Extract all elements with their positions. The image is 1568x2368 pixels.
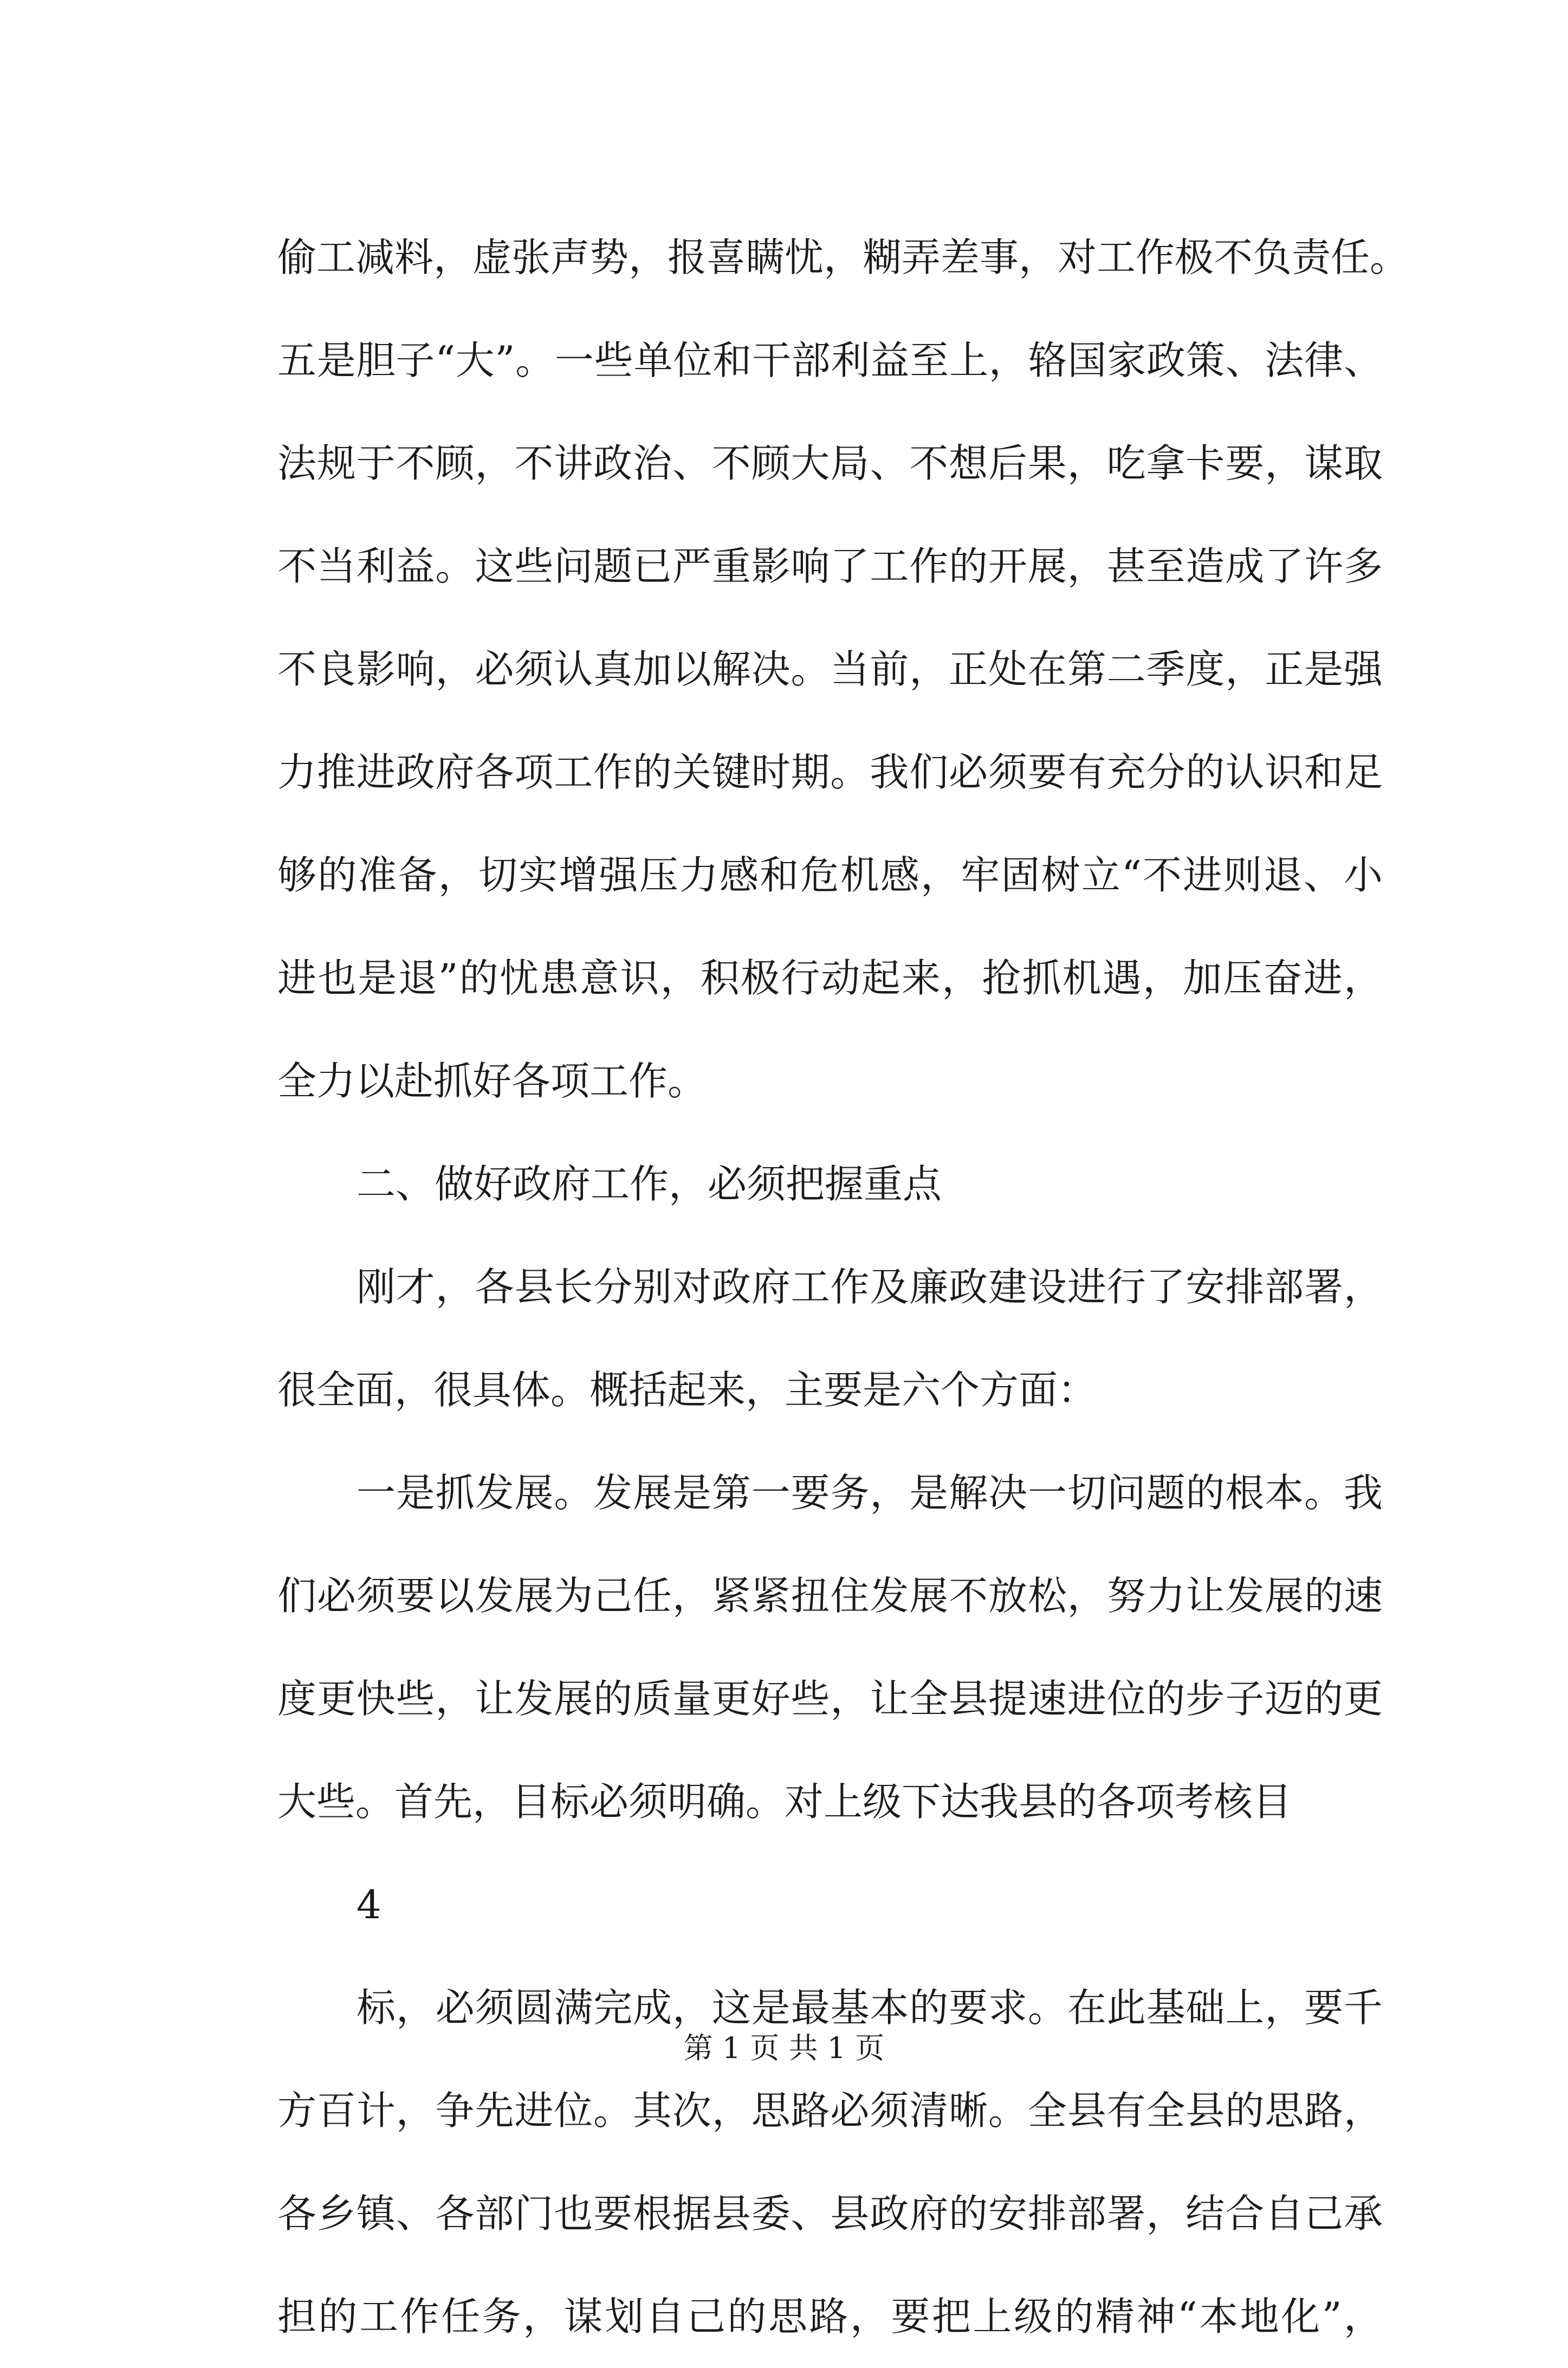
section-heading: 二、做好政府工作，必须把握重点 — [357, 1161, 942, 1207]
text-line: 各乡镇、各部门也要根据县委、县政府的安排部署，结合自己承 — [277, 2191, 1383, 2236]
text-line: 担的工作任务，谋划自己的思路，要把上级的精神“本地化”， — [277, 2294, 1383, 2339]
text-line: 度更快些，让发展的质量更好些，让全县提速进位的步子迈的更 — [277, 1676, 1383, 1722]
text-line: 进也是退”的忧患意识，积极行动起来，抢抓机遇，加压奋进， — [277, 955, 1383, 1001]
inline-page-number: 4 — [357, 1882, 381, 1927]
text-line: 不当利益。这些问题已严重影响了工作的开展，甚至造成了许多 — [277, 544, 1383, 589]
text-line: 一是抓发展。发展是第一要务，是解决一切问题的根本。我 — [357, 1470, 1383, 1516]
text-line: 不良影响，必须认真加以解决。当前，正处在第二季度，正是强 — [277, 646, 1383, 692]
text-line: 五是胆子“大”。一些单位和干部利益至上，辂国家政策、法律、 — [277, 338, 1383, 383]
text-line: 偷工减料，虚张声势，报喜瞒忧，糊弄差事，对工作极不负责任。 — [277, 235, 1409, 280]
text-line: 们必须要以发展为己任，紧紧扭住发展不放松，努力让发展的速 — [277, 1573, 1383, 1619]
text-line: 刚才，各县长分别对政府工作及廉政建设进行了安排部署， — [357, 1264, 1383, 1310]
text-line: 够的准备，切实增强压力感和危机感，牢固树立“不进则退、小 — [277, 852, 1383, 898]
text-line: 很全面，很具体。概括起来，主要是六个方面： — [277, 1367, 1097, 1413]
text-line: 标，必须圆满完成，这是最基本的要求。在此基础上，要千 — [357, 1985, 1383, 2030]
page-footer: 第 1 页 共 1 页 — [683, 2031, 885, 2065]
text-line: 全力以赴抓好各项工作。 — [277, 1058, 707, 1104]
text-line: 方百计，争先进位。其次，思路必须清晰。全县有全县的思路， — [277, 2088, 1383, 2133]
text-line: 大些。首先，目标必须明确。对上级下达我县的各项考核目 — [277, 1779, 1292, 1824]
text-line: 力推进政府各项工作的关键时期。我们必须要有充分的认识和足 — [277, 749, 1383, 795]
text-line: 法规于不顾，不讲政治、不顾大局、不想后果，吃拿卡要，谋取 — [277, 441, 1383, 486]
